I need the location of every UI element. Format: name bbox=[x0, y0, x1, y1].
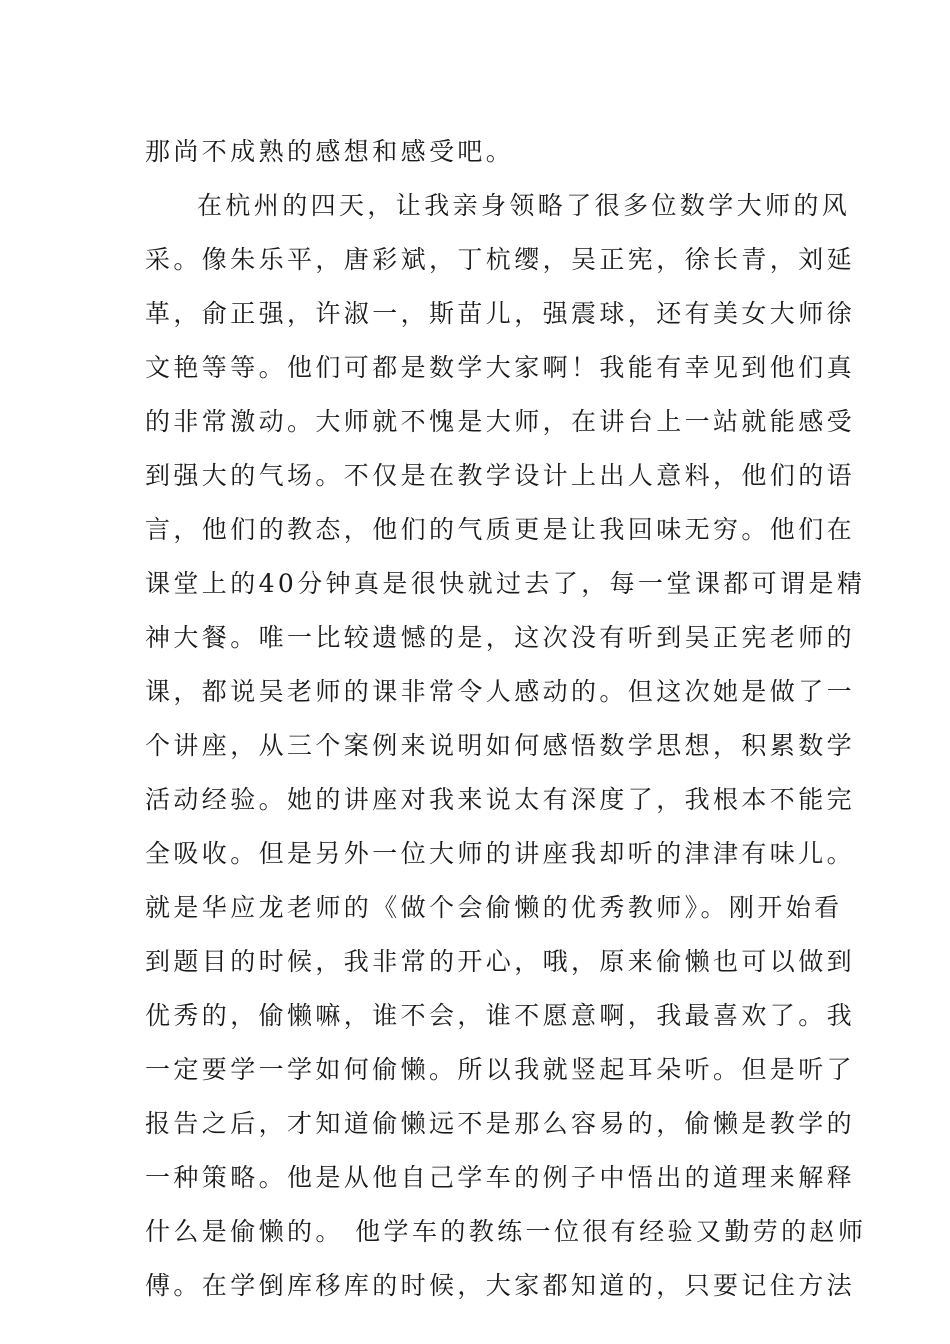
text-line: 优秀的，偷懒嘛，谁不会，谁不愿意啊，我最喜欢了。我 bbox=[145, 1001, 856, 1030]
text-line: 个讲座，从三个案例来说明如何感悟数学思想，积累数学 bbox=[145, 731, 856, 760]
text-line: 文艳等等。他们可都是数学大家啊！我能有幸见到他们真 bbox=[145, 353, 856, 382]
text-line: 什么是偷懒的。 他学车的教练一位很有经验又勤劳的赵师 bbox=[145, 1217, 867, 1246]
body-text bbox=[145, 125, 867, 1313]
text-line: 课堂上的40分钟真是很快就过去了，每一堂课都可谓是精 bbox=[145, 569, 866, 598]
paragraph-first-line: 在杭州的四天，让我亲身领略了很多位数学大师的风 bbox=[197, 191, 851, 220]
text-line: 那尚不成熟的感想和感受吧。 bbox=[145, 137, 515, 166]
text-line: 神大餐。唯一比较遗憾的是，这次没有听到吴正宪老师的 bbox=[145, 623, 856, 652]
text-line: 全吸收。但是另外一位大师的讲座我却听的津津有味儿。 bbox=[145, 839, 856, 868]
text-line: 一定要学一学如何偷懒。所以我就竖起耳朵听。但是听了 bbox=[145, 1055, 856, 1084]
text-line: 一种策略。他是从他自己学车的例子中悟出的道理来解释 bbox=[145, 1163, 856, 1192]
text-line: 的非常激动。大师就不愧是大师，在讲台上一站就能感受 bbox=[145, 407, 856, 436]
text-line: 采。像朱乐平，唐彩斌，丁杭缨，吴正宪，徐长青，刘延 bbox=[145, 245, 856, 274]
text-line: 革，俞正强，许淑一，斯苗儿，强震球，还有美女大师徐 bbox=[145, 299, 856, 328]
text-line: 报告之后，才知道偷懒远不是那么容易的，偷懒是教学的 bbox=[145, 1109, 856, 1138]
text-line: 到强大的气场。不仅是在教学设计上出人意料，他们的语 bbox=[145, 461, 856, 490]
text-line: 课，都说吴老师的课非常令人感动的。但这次她是做了一 bbox=[145, 677, 856, 706]
text-line: 言，他们的教态，他们的气质更是让我回味无穷。他们在 bbox=[145, 515, 856, 544]
text-line: 就是华应龙老师的《做个会偷懒的优秀教师》。刚开始看 bbox=[145, 893, 843, 922]
text-line: 到题目的时候，我非常的开心，哦，原来偷懒也可以做到 bbox=[145, 947, 856, 976]
text-line: 活动经验。她的讲座对我来说太有深度了，我根本不能完 bbox=[145, 785, 856, 814]
text-line: 傅。在学倒库移库的时候，大家都知道的，只要记住方法 bbox=[145, 1271, 856, 1300]
